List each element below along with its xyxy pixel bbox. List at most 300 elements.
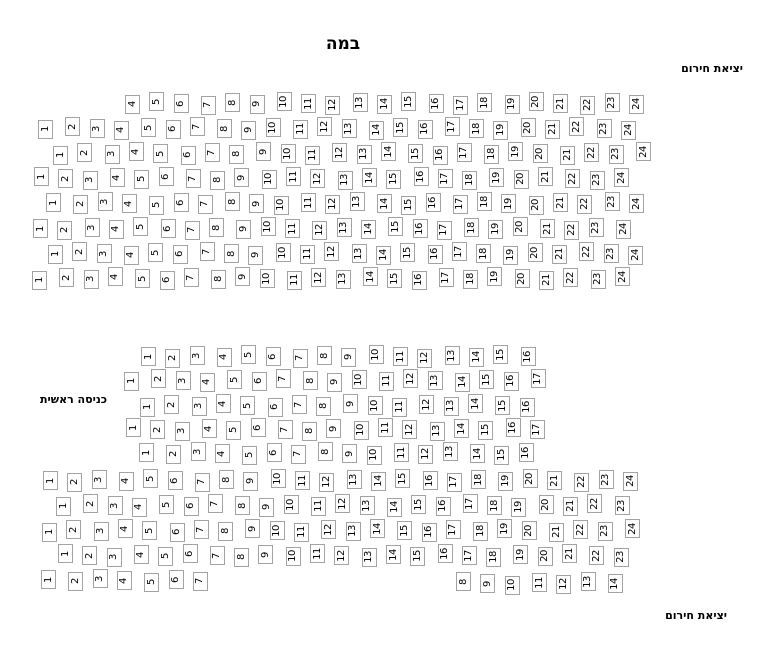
seat-upper-row7-num16[interactable]	[428, 245, 443, 264]
seat-middle-row1-num3[interactable]	[190, 346, 205, 365]
seat-middle-row5-num11[interactable]	[394, 443, 409, 462]
seat-upper-row2-num6[interactable]	[166, 120, 181, 139]
seat-upper-row3-num23[interactable]	[609, 145, 624, 164]
seat-middle-row3-num9[interactable]	[343, 394, 358, 413]
seat-upper-row8-num21[interactable]	[539, 271, 554, 290]
seat-middle-row3-num2[interactable]	[164, 395, 179, 414]
seat-lower-row2-num11[interactable]	[311, 497, 326, 516]
seat-upper-row3-num11[interactable]	[305, 146, 320, 165]
seat-upper-row5-num24[interactable]	[629, 194, 644, 213]
seat-upper-row5-num17[interactable]	[453, 195, 468, 214]
seat-upper-row3-num1[interactable]	[53, 146, 68, 165]
seat-upper-row3-num9[interactable]	[256, 142, 271, 161]
seat-upper-row5-num19[interactable]	[501, 194, 516, 213]
seat-lower-row3-num24[interactable]	[625, 519, 640, 538]
seat-middle-row1-num15[interactable]	[493, 345, 508, 364]
seat-lower-row5-num8[interactable]	[456, 572, 471, 591]
seat-lower-row4-num14[interactable]	[386, 545, 401, 564]
seat-upper-row1-num17[interactable]	[453, 96, 468, 115]
seat-upper-row7-num14[interactable]	[376, 246, 391, 265]
seat-upper-row2-num12[interactable]	[317, 117, 332, 136]
seat-lower-row1-num8[interactable]	[219, 470, 234, 489]
seat-lower-row1-num1[interactable]	[43, 471, 58, 490]
seat-middle-row1-num16[interactable]	[521, 347, 536, 366]
seat-lower-row4-num20[interactable]	[538, 547, 553, 566]
seat-upper-row4-num20[interactable]	[514, 170, 529, 189]
seat-lower-row4-num16[interactable]	[438, 544, 453, 563]
seat-middle-row3-num16[interactable]	[520, 398, 535, 417]
seat-middle-row3-num13[interactable]	[444, 397, 459, 416]
seat-upper-row5-num8[interactable]	[225, 192, 240, 211]
seat-upper-row3-num15[interactable]	[408, 144, 423, 163]
seat-lower-row4-num11[interactable]	[310, 544, 325, 563]
seat-middle-row2-num6[interactable]	[252, 372, 267, 391]
seat-lower-row2-num12[interactable]	[335, 494, 350, 513]
seat-middle-row5-num7[interactable]	[291, 445, 306, 464]
seat-upper-row8-num4[interactable]	[108, 267, 123, 286]
seat-upper-row7-num20[interactable]	[528, 243, 543, 262]
seat-middle-row1-num12[interactable]	[417, 349, 432, 368]
seat-upper-row8-num6[interactable]	[160, 271, 175, 290]
seat-middle-row2-num9[interactable]	[327, 373, 342, 392]
seat-upper-row8-num13[interactable]	[336, 270, 351, 289]
seat-lower-row3-num5[interactable]	[142, 521, 157, 540]
seat-upper-row1-num7[interactable]	[201, 96, 216, 115]
seat-upper-row3-num5[interactable]	[153, 144, 168, 163]
seat-upper-row3-num8[interactable]	[229, 145, 244, 164]
seat-upper-row6-num5[interactable]	[133, 217, 148, 236]
seat-upper-row8-num24[interactable]	[615, 267, 630, 286]
seat-upper-row6-num8[interactable]	[209, 218, 224, 237]
seat-upper-row1-num20[interactable]	[529, 92, 544, 111]
seat-lower-row5-num13[interactable]	[581, 572, 596, 591]
seat-lower-row5-num7[interactable]	[193, 572, 208, 591]
seat-middle-row2-num14[interactable]	[455, 373, 470, 392]
seat-lower-row1-num4[interactable]	[119, 472, 134, 491]
seat-upper-row6-num22[interactable]	[564, 221, 579, 240]
seat-upper-row6-num11[interactable]	[285, 219, 300, 238]
seat-upper-row2-num8[interactable]	[217, 119, 232, 138]
seat-lower-row2-num3[interactable]	[108, 496, 123, 515]
seat-lower-row5-num14[interactable]	[608, 574, 623, 593]
seat-upper-row8-num17[interactable]	[439, 268, 454, 287]
seat-middle-row4-num17[interactable]	[530, 420, 545, 439]
seat-middle-row5-num2[interactable]	[166, 445, 181, 464]
seat-lower-row2-num10[interactable]	[284, 495, 299, 514]
seat-upper-row7-num5[interactable]	[148, 243, 163, 262]
seat-middle-row1-num4[interactable]	[217, 348, 232, 367]
seat-lower-row4-num6[interactable]	[183, 544, 198, 563]
seat-middle-row5-num1[interactable]	[139, 443, 154, 462]
seat-upper-row4-num3[interactable]	[83, 171, 98, 190]
seat-lower-row1-num16[interactable]	[423, 471, 438, 490]
seat-middle-row5-num15[interactable]	[494, 446, 509, 465]
seat-upper-row3-num2[interactable]	[77, 143, 92, 162]
seat-lower-row2-num20[interactable]	[539, 495, 554, 514]
seat-upper-row6-num3[interactable]	[85, 218, 100, 237]
seat-lower-row3-num4[interactable]	[118, 519, 133, 538]
seat-middle-row5-num10[interactable]	[367, 446, 382, 465]
seat-upper-row5-num23[interactable]	[605, 192, 620, 211]
seat-upper-row8-num18[interactable]	[463, 270, 478, 289]
seat-middle-row5-num8[interactable]	[318, 442, 333, 461]
seat-lower-row2-num13[interactable]	[360, 496, 375, 515]
seat-upper-row4-num6[interactable]	[159, 167, 174, 186]
seat-upper-row3-num17[interactable]	[457, 143, 472, 162]
seat-upper-row2-num18[interactable]	[469, 119, 484, 138]
seat-lower-row2-num23[interactable]	[615, 496, 630, 515]
seat-upper-row4-num9[interactable]	[234, 168, 249, 187]
seat-middle-row4-num3[interactable]	[175, 422, 190, 441]
seat-upper-row2-num22[interactable]	[569, 117, 584, 136]
seat-middle-row1-num11[interactable]	[393, 347, 408, 366]
seat-lower-row4-num13[interactable]	[362, 548, 377, 567]
seat-lower-row5-num12[interactable]	[556, 575, 571, 594]
seat-upper-row4-num24[interactable]	[614, 168, 629, 187]
seat-upper-row4-num1[interactable]	[34, 167, 49, 186]
seat-lower-row3-num12[interactable]	[321, 520, 336, 539]
seat-lower-row2-num5[interactable]	[159, 495, 174, 514]
seat-lower-row3-num14[interactable]	[370, 519, 385, 538]
seat-lower-row4-num21[interactable]	[562, 544, 577, 563]
seat-upper-row1-num23[interactable]	[605, 93, 620, 112]
seat-upper-row6-num13[interactable]	[337, 218, 352, 237]
seat-lower-row4-num10[interactable]	[286, 547, 301, 566]
seat-middle-row4-num6[interactable]	[251, 418, 266, 437]
seat-middle-row4-num13[interactable]	[430, 422, 445, 441]
seat-lower-row4-num1[interactable]	[58, 544, 73, 563]
seat-upper-row6-num19[interactable]	[488, 220, 503, 239]
seat-lower-row1-num20[interactable]	[523, 469, 538, 488]
seat-lower-row2-num19[interactable]	[511, 498, 526, 517]
seat-upper-row3-num7[interactable]	[205, 143, 220, 162]
seat-lower-row1-num17[interactable]	[447, 473, 462, 492]
seat-middle-row3-num14[interactable]	[468, 394, 483, 413]
seat-upper-row7-num18[interactable]	[476, 244, 491, 263]
seat-middle-row2-num17[interactable]	[531, 369, 546, 388]
seat-middle-row3-num1[interactable]	[140, 398, 155, 417]
seat-lower-row3-num7[interactable]	[194, 520, 209, 539]
seat-lower-row2-num16[interactable]	[436, 497, 451, 516]
seat-middle-row3-num10[interactable]	[368, 396, 383, 415]
seat-lower-row5-num3[interactable]	[93, 569, 108, 588]
seat-middle-row5-num9[interactable]	[342, 444, 357, 463]
seat-upper-row8-num15[interactable]	[387, 269, 402, 288]
seat-upper-row3-num12[interactable]	[332, 143, 347, 162]
seat-upper-row5-num22[interactable]	[577, 195, 592, 214]
seat-upper-row4-num2[interactable]	[58, 169, 73, 188]
seat-upper-row1-num12[interactable]	[325, 96, 340, 115]
seat-upper-row5-num11[interactable]	[301, 193, 316, 212]
seat-lower-row2-num17[interactable]	[463, 494, 478, 513]
seat-upper-row1-num19[interactable]	[505, 95, 520, 114]
seat-lower-row3-num2[interactable]	[66, 520, 81, 539]
seat-upper-row8-num14[interactable]	[363, 267, 378, 286]
seat-lower-row4-num12[interactable]	[334, 546, 349, 565]
seat-upper-row3-num3[interactable]	[105, 145, 120, 164]
seat-upper-row7-num11[interactable]	[300, 245, 315, 264]
seat-middle-row3-num7[interactable]	[292, 395, 307, 414]
seat-upper-row1-num5[interactable]	[149, 92, 164, 111]
seat-middle-row2-num7[interactable]	[276, 369, 291, 388]
seat-middle-row4-num4[interactable]	[202, 419, 217, 438]
seat-middle-row2-num13[interactable]	[428, 371, 443, 390]
seat-upper-row2-num16[interactable]	[418, 120, 433, 139]
seat-middle-row3-num4[interactable]	[216, 394, 231, 413]
seat-middle-row2-num3[interactable]	[176, 371, 191, 390]
seat-upper-row7-num13[interactable]	[352, 244, 367, 263]
seat-lower-row1-num23[interactable]	[599, 470, 614, 489]
seat-middle-row4-num1[interactable]	[126, 418, 141, 437]
seat-lower-row1-num21[interactable]	[547, 471, 562, 490]
seat-upper-row5-num14[interactable]	[377, 194, 392, 213]
seat-middle-row4-num11[interactable]	[378, 418, 393, 437]
seat-middle-row4-num15[interactable]	[478, 421, 493, 440]
seat-upper-row5-num12[interactable]	[325, 195, 340, 214]
seat-middle-row4-num14[interactable]	[454, 419, 469, 438]
seat-upper-row4-num11[interactable]	[286, 167, 301, 186]
seat-upper-row4-num10[interactable]	[262, 170, 277, 189]
seat-lower-row1-num2[interactable]	[67, 473, 82, 492]
seat-lower-row3-num8[interactable]	[218, 522, 233, 541]
seat-lower-row1-num7[interactable]	[195, 473, 210, 492]
seat-lower-row3-num15[interactable]	[397, 521, 412, 540]
seat-upper-row4-num12[interactable]	[310, 169, 325, 188]
seat-lower-row4-num8[interactable]	[234, 548, 249, 567]
seat-lower-row5-num4[interactable]	[117, 571, 132, 590]
seat-lower-row1-num11[interactable]	[295, 471, 310, 490]
seat-upper-row6-num24[interactable]	[616, 220, 631, 239]
seat-upper-row1-num10[interactable]	[277, 92, 292, 111]
seat-middle-row5-num13[interactable]	[443, 442, 458, 461]
seat-upper-row3-num20[interactable]	[533, 144, 548, 163]
seat-middle-row3-num15[interactable]	[495, 396, 510, 415]
seat-middle-row1-num5[interactable]	[241, 345, 256, 364]
seat-middle-row1-num1[interactable]	[141, 347, 156, 366]
seat-lower-row2-num8[interactable]	[235, 496, 250, 515]
seat-lower-row1-num19[interactable]	[498, 472, 513, 491]
seat-upper-row8-num2[interactable]	[59, 268, 74, 287]
seat-upper-row8-num8[interactable]	[211, 270, 226, 289]
seat-lower-row4-num3[interactable]	[107, 548, 122, 567]
seat-upper-row5-num16[interactable]	[426, 193, 441, 212]
seat-upper-row6-num15[interactable]	[388, 217, 403, 236]
seat-upper-row2-num14[interactable]	[369, 121, 384, 140]
seat-upper-row7-num3[interactable]	[97, 244, 112, 263]
seat-lower-row3-num22[interactable]	[573, 520, 588, 539]
seat-upper-row6-num10[interactable]	[261, 217, 276, 236]
seat-upper-row1-num21[interactable]	[553, 94, 568, 113]
seat-middle-row1-num10[interactable]	[369, 345, 384, 364]
seat-upper-row8-num22[interactable]	[563, 268, 578, 287]
seat-upper-row1-num6[interactable]	[174, 94, 189, 113]
seat-upper-row7-num4[interactable]	[124, 246, 139, 265]
seat-upper-row4-num5[interactable]	[134, 170, 149, 189]
seat-lower-row2-num9[interactable]	[259, 498, 274, 517]
seat-middle-row1-num6[interactable]	[266, 347, 281, 366]
seat-upper-row2-num24[interactable]	[621, 121, 636, 140]
seat-upper-row4-num15[interactable]	[386, 170, 401, 189]
seat-lower-row3-num6[interactable]	[170, 523, 185, 542]
seat-lower-row5-num9[interactable]	[480, 574, 495, 593]
seat-upper-row6-num20[interactable]	[513, 217, 528, 236]
seat-upper-row7-num7[interactable]	[200, 242, 215, 261]
seat-lower-row1-num24[interactable]	[623, 472, 638, 491]
seat-lower-row2-num22[interactable]	[587, 494, 602, 513]
seat-upper-row7-num21[interactable]	[552, 245, 567, 264]
seat-upper-row5-num15[interactable]	[401, 196, 416, 215]
seat-lower-row1-num22[interactable]	[574, 473, 589, 492]
seat-upper-row6-num14[interactable]	[361, 220, 376, 239]
seat-lower-row1-num15[interactable]	[395, 469, 410, 488]
seat-upper-row6-num17[interactable]	[437, 221, 452, 240]
seat-upper-row4-num21[interactable]	[538, 167, 553, 186]
seat-middle-row4-num9[interactable]	[326, 419, 341, 438]
seat-middle-row3-num11[interactable]	[392, 398, 407, 417]
seat-lower-row2-num21[interactable]	[563, 497, 578, 516]
seat-lower-row3-num11[interactable]	[294, 523, 309, 542]
seat-upper-row2-num17[interactable]	[445, 117, 460, 136]
seat-upper-row6-num18[interactable]	[464, 218, 479, 237]
seat-upper-row4-num14[interactable]	[362, 168, 377, 187]
seat-lower-row5-num11[interactable]	[532, 573, 547, 592]
seat-middle-row2-num4[interactable]	[200, 373, 215, 392]
seat-upper-row7-num23[interactable]	[604, 244, 619, 263]
seat-upper-row1-num18[interactable]	[477, 93, 492, 112]
seat-upper-row6-num23[interactable]	[589, 218, 604, 237]
seat-upper-row7-num17[interactable]	[452, 242, 467, 261]
seat-lower-row3-num18[interactable]	[473, 522, 488, 541]
seat-upper-row5-num10[interactable]	[274, 196, 289, 215]
seat-upper-row4-num23[interactable]	[590, 171, 605, 190]
seat-middle-row5-num12[interactable]	[418, 445, 433, 464]
seat-upper-row1-num14[interactable]	[377, 95, 392, 114]
seat-lower-row4-num19[interactable]	[513, 545, 528, 564]
seat-upper-row3-num13[interactable]	[357, 145, 372, 164]
seat-upper-row5-num3[interactable]	[98, 192, 113, 211]
seat-upper-row2-num13[interactable]	[342, 119, 357, 138]
seat-middle-row1-num14[interactable]	[469, 348, 484, 367]
seat-upper-row3-num6[interactable]	[181, 146, 196, 165]
seat-lower-row2-num7[interactable]	[208, 494, 223, 513]
seat-upper-row8-num11[interactable]	[287, 271, 302, 290]
seat-lower-row5-num10[interactable]	[505, 576, 520, 595]
seat-upper-row7-num24[interactable]	[628, 246, 643, 265]
seat-lower-row4-num4[interactable]	[134, 545, 149, 564]
seat-middle-row5-num16[interactable]	[519, 443, 534, 462]
seat-upper-row7-num2[interactable]	[72, 242, 87, 261]
seat-upper-row2-num3[interactable]	[90, 119, 105, 138]
seat-lower-row1-num9[interactable]	[243, 472, 258, 491]
seat-upper-row2-num9[interactable]	[241, 121, 256, 140]
seat-upper-row1-num9[interactable]	[250, 95, 265, 114]
seat-upper-row7-num22[interactable]	[579, 242, 594, 261]
seat-upper-row3-num24[interactable]	[636, 142, 651, 161]
seat-lower-row3-num23[interactable]	[598, 522, 613, 541]
seat-upper-row2-num10[interactable]	[266, 118, 281, 137]
seat-middle-row5-num5[interactable]	[242, 446, 257, 465]
seat-lower-row3-num20[interactable]	[522, 521, 537, 540]
seat-middle-row3-num3[interactable]	[192, 397, 207, 416]
seat-lower-row5-num2[interactable]	[68, 572, 83, 591]
seat-upper-row7-num6[interactable]	[173, 245, 188, 264]
seat-upper-row8-num16[interactable]	[412, 271, 427, 290]
seat-lower-row3-num3[interactable]	[94, 522, 109, 541]
seat-lower-row1-num13[interactable]	[347, 470, 362, 489]
seat-upper-row3-num21[interactable]	[560, 146, 575, 165]
seat-middle-row1-num13[interactable]	[445, 346, 460, 365]
seat-upper-row6-num4[interactable]	[109, 220, 124, 239]
seat-upper-row3-num18[interactable]	[484, 145, 499, 164]
seat-lower-row2-num2[interactable]	[83, 494, 98, 513]
seat-lower-row2-num18[interactable]	[487, 496, 502, 515]
seat-upper-row4-num16[interactable]	[414, 167, 429, 186]
seat-lower-row2-num6[interactable]	[184, 497, 199, 516]
seat-upper-row6-num21[interactable]	[540, 219, 555, 238]
seat-upper-row5-num5[interactable]	[149, 196, 164, 215]
seat-upper-row4-num17[interactable]	[438, 169, 453, 188]
seat-upper-row4-num8[interactable]	[210, 171, 225, 190]
seat-upper-row2-num1[interactable]	[38, 120, 53, 139]
seat-upper-row4-num22[interactable]	[565, 169, 580, 188]
seat-upper-row8-num3[interactable]	[84, 270, 99, 289]
seat-upper-row6-num1[interactable]	[33, 219, 48, 238]
seat-upper-row8-num19[interactable]	[487, 267, 502, 286]
seat-lower-row3-num9[interactable]	[245, 519, 260, 538]
seat-upper-row5-num7[interactable]	[198, 195, 213, 214]
seat-upper-row2-num7[interactable]	[190, 117, 205, 136]
seat-lower-row1-num6[interactable]	[168, 471, 183, 490]
seat-upper-row2-num2[interactable]	[65, 117, 80, 136]
seat-upper-row3-num4[interactable]	[129, 142, 144, 161]
seat-upper-row1-num15[interactable]	[401, 92, 416, 111]
seat-lower-row4-num22[interactable]	[589, 546, 604, 565]
seat-middle-row4-num8[interactable]	[302, 422, 317, 441]
seat-lower-row5-num6[interactable]	[169, 570, 184, 589]
seat-upper-row8-num9[interactable]	[235, 267, 250, 286]
seat-upper-row8-num5[interactable]	[135, 269, 150, 288]
seat-lower-row3-num17[interactable]	[446, 520, 461, 539]
seat-upper-row7-num19[interactable]	[503, 246, 518, 265]
seat-upper-row5-num18[interactable]	[477, 192, 492, 211]
seat-upper-row2-num20[interactable]	[521, 118, 536, 137]
seat-middle-row5-num4[interactable]	[215, 444, 230, 463]
seat-lower-row3-num16[interactable]	[422, 523, 437, 542]
seat-lower-row3-num19[interactable]	[497, 519, 512, 538]
seat-lower-row4-num5[interactable]	[158, 547, 173, 566]
seat-upper-row5-num13[interactable]	[350, 192, 365, 211]
seat-upper-row7-num10[interactable]	[276, 243, 291, 262]
seat-lower-row5-num1[interactable]	[41, 570, 56, 589]
seat-upper-row4-num7[interactable]	[186, 169, 201, 188]
seat-middle-row3-num5[interactable]	[240, 396, 255, 415]
seat-upper-row5-num21[interactable]	[553, 193, 568, 212]
seat-upper-row4-num4[interactable]	[110, 168, 125, 187]
seat-upper-row1-num16[interactable]	[429, 94, 444, 113]
seat-lower-row3-num10[interactable]	[270, 521, 285, 540]
seat-middle-row2-num11[interactable]	[379, 372, 394, 391]
seat-upper-row1-num11[interactable]	[301, 94, 316, 113]
seat-middle-row5-num6[interactable]	[267, 443, 282, 462]
seat-upper-row5-num1[interactable]	[46, 193, 61, 212]
seat-upper-row6-num9[interactable]	[236, 220, 251, 239]
seat-lower-row2-num1[interactable]	[56, 497, 71, 516]
seat-upper-row4-num13[interactable]	[338, 171, 353, 190]
seat-middle-row3-num12[interactable]	[419, 395, 434, 414]
seat-upper-row6-num12[interactable]	[312, 221, 327, 240]
seat-upper-row2-num5[interactable]	[141, 118, 156, 137]
seat-upper-row5-num4[interactable]	[122, 194, 137, 213]
